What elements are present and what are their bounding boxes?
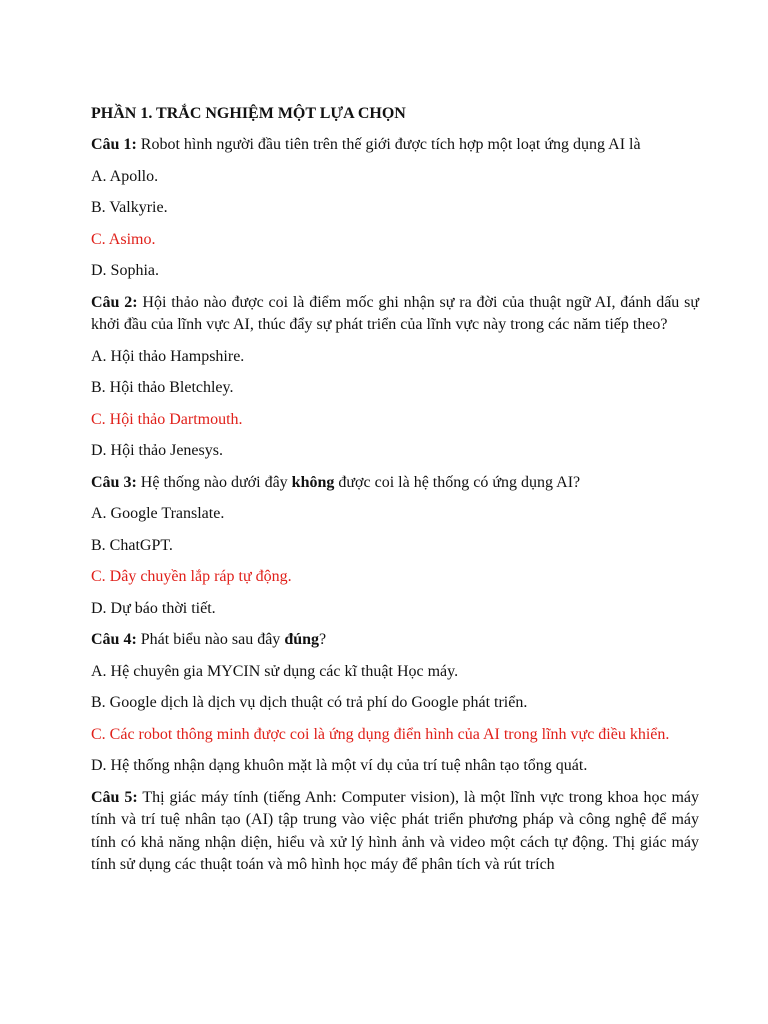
q1-option-d: D. Sophia. <box>91 262 159 279</box>
question-3-label: Câu 3: <box>91 473 137 491</box>
q1-option-b: B. Valkyrie. <box>91 199 168 216</box>
q2-option-b: B. Hội thảo Bletchley. <box>91 379 234 396</box>
question-5-text: Thị giác máy tính (tiếng Anh: Computer vision), là một lĩnh vực trong khoa học máy tính và trí tuệ nhân tạo (AI) tập trung vào việc phát triển phương pháp và công nghệ để máy tính có khả năng nhận diện, hiểu và xử lý hình ảnh và video một cách tự động. Thị giác máy tính sử dụng các thuật toán và mô hình học máy để phân tích và rút trích <box>91 788 700 873</box>
question-1-text: Robot hình người đầu tiên trên thế giới được tích hợp một loạt ứng dụng AI là <box>136 136 641 153</box>
question-4-emphasis: đúng <box>284 631 320 648</box>
question-4-text-after: ? <box>319 631 327 648</box>
question-3-text-after: được coi là hệ thống có ứng dụng AI? <box>334 473 581 491</box>
q4-option-d: D. Hệ thống nhận dạng khuôn mặt là một ví dụ của trí tuệ nhân tạo tổng quát. <box>91 757 588 774</box>
q2-option-a: A. Hội thảo Hampshire. <box>91 347 245 365</box>
question-3 <box>91 472 699 495</box>
question-3-text-before: Hệ thống nào dưới đây <box>136 473 292 491</box>
q3-option-d: D. Dự báo thời tiết. <box>91 599 216 617</box>
q2-option-c-correct: C. Hội thảo Dartmouth. <box>91 410 243 428</box>
question-4-label: Câu 4: <box>91 631 137 648</box>
question-4-text-before: Phát biểu nào sau đây <box>136 631 285 648</box>
q3-option-a: A. Google Translate. <box>91 505 225 522</box>
q1-option-c-correct: C. Asimo. <box>91 230 156 248</box>
question-1-label: Câu 1: <box>91 136 137 153</box>
q4-option-c-correct: C. Các robot thông minh được coi là ứng dụng điển hình của AI trong lĩnh vực điều khiển. <box>91 725 670 743</box>
question-1 <box>91 134 699 157</box>
q1-option-a: A. Apollo. <box>91 167 159 185</box>
question-5 <box>91 787 699 877</box>
question-4 <box>91 629 699 652</box>
question-3-emphasis: không <box>291 473 335 491</box>
q3-option-c-correct: C. Dây chuyền lắp ráp tự động. <box>91 568 292 585</box>
q4-option-a: A. Hệ chuyên gia MYCIN sử dụng các kĩ thuật Học máy. <box>91 662 459 680</box>
q4-option-b: B. Google dịch là dịch vụ dịch thuật có trả phí do Google phát triển. <box>91 694 528 711</box>
section-title: PHẦN 1. TRẮC NGHIỆM MỘT LỰA CHỌN <box>91 105 406 122</box>
question-2-label: Câu 2: <box>91 293 138 311</box>
q2-option-d: D. Hội thảo Jenesys. <box>91 442 223 459</box>
question-5-label: Câu 5: <box>91 788 138 806</box>
question-2 <box>91 292 699 337</box>
question-2-text: Hội thảo nào được coi là điểm mốc ghi nhận sự ra đời của thuật ngữ AI, đánh dấu sự khởi đầu của lĩnh vực AI, thúc đẩy sự phát triển của lĩnh vực này trong các năm tiếp theo? <box>91 293 700 333</box>
q3-option-b: B. ChatGPT. <box>91 536 173 554</box>
